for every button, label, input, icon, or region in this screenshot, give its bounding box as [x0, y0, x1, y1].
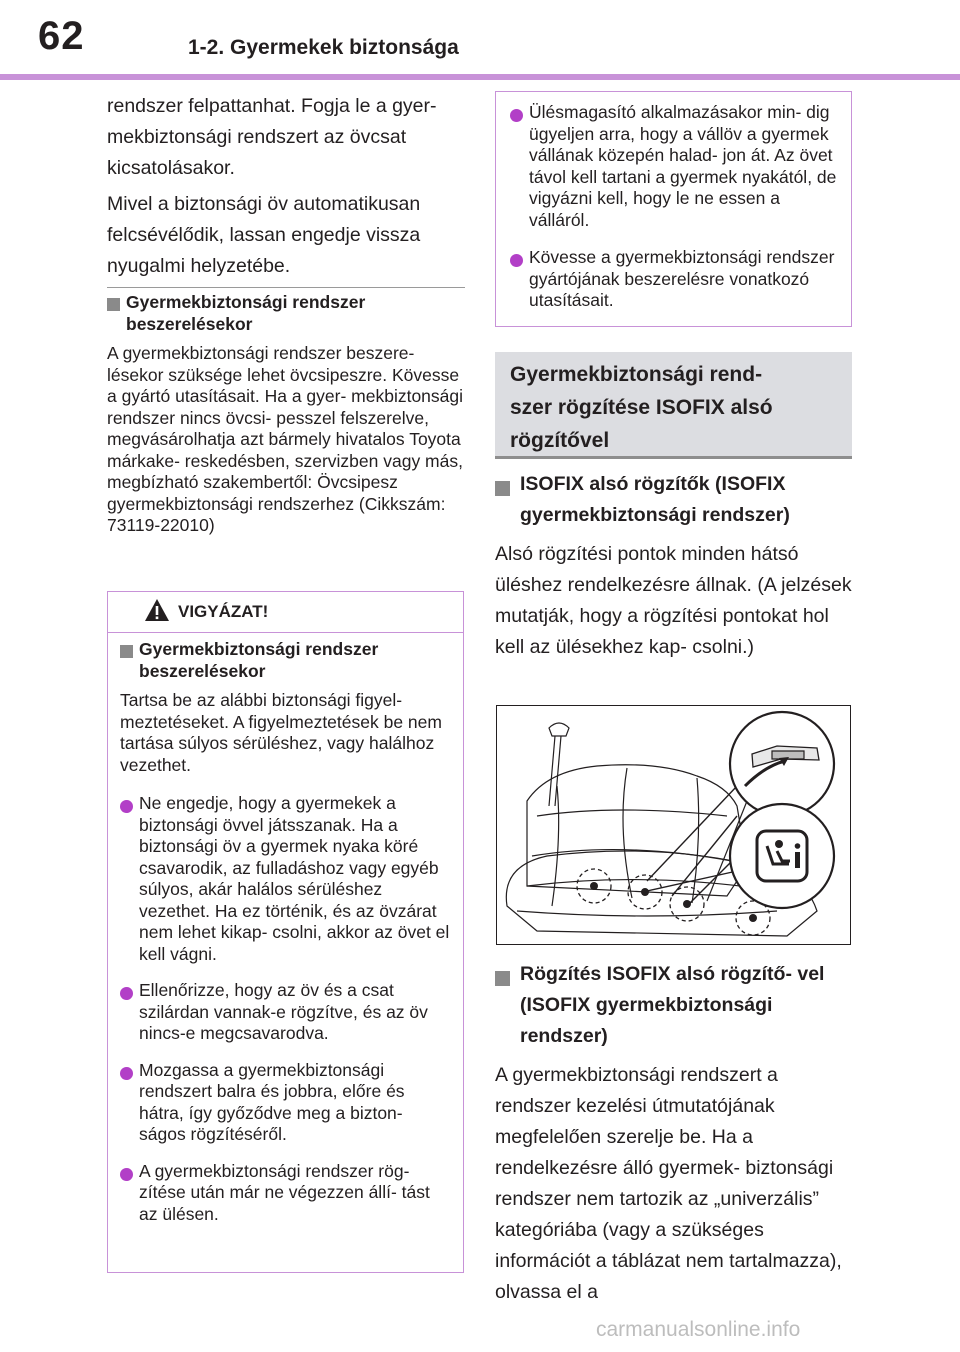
- isofix-illustration: [496, 705, 851, 945]
- info-item: Ülésmagasító alkalmazásakor min- dig ügyeljen arra, hogy a vállöv a gyermek vállának közepén halad- jon át. Az övet távol kell tartani a gyermek nyakától, de vigyázni kell, hogy le ne essen a válláról.: [510, 102, 839, 231]
- page-header: [0, 0, 960, 82]
- warning-item: Ne engedje, hogy a gyermekek a biztonsági övvel játsszanak. Ha a biztonsági öv a gyermek nyaka köré csavarodik, az fulladáshoz vagy egyéb súlyos, akár halálos sérüléshez vezethet. Ha ez történik, és az övzárat nem lehet kikap- csolni, akkor az övet el kell vágni.: [120, 793, 451, 965]
- isofix-symbol-icon: [730, 804, 834, 908]
- isofix-attach-heading: Rögzítés ISOFIX alsó rögzítő- vel (ISOFIX gyermekbiztonsági rendszer): [495, 959, 852, 1052]
- square-bullet-icon: [107, 298, 120, 311]
- round-bullet-icon: [120, 1168, 133, 1181]
- intro-paragraph-1: rendszer felpattanhat. Fogja le a gyer- mekbiztonsági rendszert az övcsat kicsatolásakor.: [107, 95, 437, 179]
- round-bullet-icon: [510, 109, 523, 122]
- anchor-detail-icon: [730, 712, 834, 816]
- warning-header: [108, 592, 463, 633]
- round-bullet-icon: [120, 1067, 133, 1080]
- info-item: Kövesse a gyermekbiztonsági rendszer gyártójának beszerelésre vonatkozó utasításait.: [510, 247, 839, 312]
- round-bullet-icon: [120, 800, 133, 813]
- warning-item: A gyermekbiztonsági rendszer rög- zítése után már ne végezzen állí- tást az ülésen.: [120, 1161, 451, 1226]
- intro-text: [107, 91, 465, 282]
- topic-title-line: Gyermekbiztonsági rend-: [510, 363, 763, 386]
- belt-clip-body: A gyermekbiztonsági rendszer beszere- lésekor szüksége lehet övcsipeszre. Kövesse a gyártó utasításait. Ha a gyer- mekbiztonsági rendszer nincs övcsi- pesszel felszerelve, megvásárolhatja azt bármely hivatalos Toyota márkake- reskedésben, szervizben vagy más, megbízható szakembertől: Övcsipesz gyermekbiztonsági rendszerhez (Cikkszám: 73119-22010): [107, 343, 464, 535]
- warning-subhead: Gyermekbiztonsági rendszer beszerelésekor: [120, 639, 451, 682]
- section-divider: [107, 287, 465, 288]
- isofix-heading: ISOFIX alsó rögzítők (ISOFIX gyermekbiztonsági rendszer): [495, 469, 852, 531]
- topic-title-line: rögzítővel: [510, 429, 610, 452]
- belt-clip-heading: Gyermekbiztonsági rendszer beszerelésekor: [107, 292, 465, 335]
- header-rule: [0, 74, 960, 80]
- page-number: 62: [38, 14, 85, 58]
- round-bullet-icon: [510, 254, 523, 267]
- warning-item: Ellenőrizze, hogy az öv és a csat szilárdan vannak-e rögzítve, és az öv nincs-e megcsavarodva.: [120, 980, 451, 1045]
- round-bullet-icon: [120, 987, 133, 1000]
- info-box: [495, 91, 852, 327]
- warning-triangle-icon: [144, 598, 170, 622]
- warning-box: [107, 591, 464, 1273]
- watermark: carmanualsonline.info: [596, 1318, 801, 1341]
- topic-title-box: [495, 352, 852, 459]
- warning-title: VIGYÁZAT!: [178, 602, 269, 621]
- isofix-attach-section: [495, 959, 852, 1308]
- warning-intro: Tartsa be az alábbi biztonsági figyel- meztetéseket. A figyelmeztetések be nem tartása súlyos sérüléshez, vagy halálhoz vezethet.: [120, 690, 442, 775]
- square-bullet-icon: [495, 481, 510, 496]
- rear-seat-illustration: [497, 706, 851, 945]
- isofix-paragraph: Alsó rögzítési pontok minden hátsó üléshez rendelkezésre állnak. (A jelzések mutatják, hogy a rögzítési pontokat hol kell az ülésekhez kap- csolni.): [495, 543, 852, 658]
- topic-title-line: szer rögzítése ISOFIX alsó: [510, 396, 773, 419]
- warning-item: Mozgassa a gyermekbiztonsági rendszert balra és jobbra, előre és hátra, így győződve meg a bizton- ságos rögzítéséről.: [120, 1060, 451, 1146]
- square-bullet-icon: [495, 971, 510, 986]
- belt-clip-section: [107, 292, 465, 537]
- square-bullet-icon: [120, 645, 133, 658]
- warning-body: [108, 633, 463, 1225]
- section-title: 1-2. Gyermekek biztonsága: [188, 36, 459, 59]
- intro-paragraph-2: Mivel a biztonsági öv automatikusan felcsévélődik, lassan engedje vissza nyugalmi helyzetébe.: [107, 193, 421, 277]
- isofix-attach-paragraph: A gyermekbiztonsági rendszert a rendszer kezelési útmutatójának megfelelően szerelje be. Ha a rendelkezésre álló gyermek- biztonsági rendszer nem tartozik az „univerzális” kategóriába (vagy a szükséges információt a táblázat nem tartalmazza), olvassa el a: [495, 1064, 842, 1303]
- isofix-section: [495, 469, 852, 663]
